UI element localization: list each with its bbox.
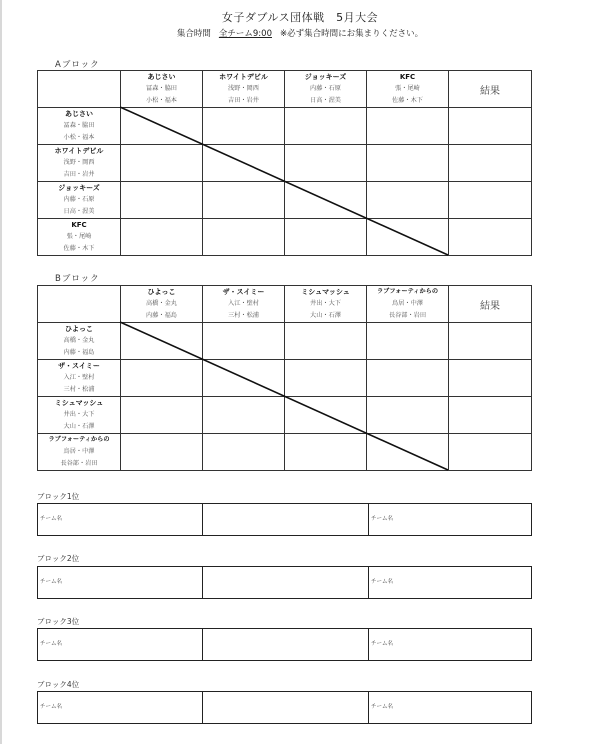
row-team: ジョッキーズ 内藤・石原 日高・渥美 bbox=[38, 182, 121, 219]
rank-4-table bbox=[37, 691, 532, 724]
result-header: 結果 bbox=[449, 71, 532, 108]
gather-time: 全チーム9:00 bbox=[218, 29, 272, 39]
blank-field[interactable] bbox=[203, 567, 369, 599]
team-name-field[interactable]: チーム名 bbox=[38, 629, 203, 661]
rank-1-label: ブロック1位 bbox=[37, 492, 80, 501]
team-name-field[interactable]: チーム名 bbox=[369, 692, 532, 724]
block-a-label: Aブロック bbox=[55, 60, 100, 70]
page-title: 女子ダブルス団体戦 5月大会 bbox=[221, 11, 379, 24]
row-team: ザ・スイミー 入江・壁村 三村・松浦 bbox=[38, 360, 121, 397]
team-name-field[interactable]: チーム名 bbox=[38, 504, 203, 536]
blank-field[interactable] bbox=[203, 692, 369, 724]
blank-field[interactable] bbox=[203, 629, 369, 661]
team-name-field[interactable]: チーム名 bbox=[369, 629, 532, 661]
col-team: ミシュマッシュ 井出・大下 大山・石澤 bbox=[285, 286, 367, 323]
col-team: ホワイトデビル 浅野・岡西 吉田・岩井 bbox=[203, 71, 285, 108]
col-team: ザ・スイミー 入江・壁村 三村・松浦 bbox=[203, 286, 285, 323]
rank-3-table bbox=[37, 628, 532, 661]
row-team: ラブフォーティからの 鳥居・中澤 長谷部・岩田 bbox=[38, 434, 121, 471]
gather-notice: ※必ず集合時間にお集まりください。 bbox=[279, 29, 424, 39]
col-team: あじさい 冨森・脇田 小松・福本 bbox=[121, 71, 203, 108]
col-team: ジョッキーズ 内藤・石原 日高・渥美 bbox=[285, 71, 367, 108]
rank-2-label: ブロック2位 bbox=[37, 554, 80, 563]
row-team: KFC 張・尾崎 佐藤・木下 bbox=[38, 219, 121, 256]
team-name-field[interactable]: チーム名 bbox=[38, 567, 203, 599]
row-team: ホワイトデビル 浅野・岡西 吉田・岩井 bbox=[38, 145, 121, 182]
rank-3-label: ブロック3位 bbox=[37, 617, 80, 626]
team-name-field[interactable]: チーム名 bbox=[369, 567, 532, 599]
gather-label: 集合時間 bbox=[176, 29, 211, 39]
team-name-field[interactable]: チーム名 bbox=[38, 692, 203, 724]
row-team: ミシュマッシュ 井出・大下 大山・石澤 bbox=[38, 397, 121, 434]
col-team: KFC 張・尾崎 佐藤・木下 bbox=[367, 71, 449, 108]
block-b-label: Bブロック bbox=[55, 274, 100, 284]
row-team: ひよっこ 高橋・金丸 内藤・福島 bbox=[38, 323, 121, 360]
blank-field[interactable] bbox=[203, 504, 369, 536]
col-team: ラブフォーティからの 鳥居・中澤 長谷部・岩田 bbox=[367, 286, 449, 323]
rank-4-label: ブロック4位 bbox=[37, 680, 80, 689]
team-name-field[interactable]: チーム名 bbox=[369, 504, 532, 536]
result-header: 結果 bbox=[449, 286, 532, 323]
col-team: ひよっこ 高橋・金丸 内藤・福島 bbox=[121, 286, 203, 323]
rank-1-table bbox=[37, 503, 532, 536]
row-team: あじさい 冨森・脇田 小松・福本 bbox=[38, 108, 121, 145]
rank-2-table bbox=[37, 566, 532, 599]
